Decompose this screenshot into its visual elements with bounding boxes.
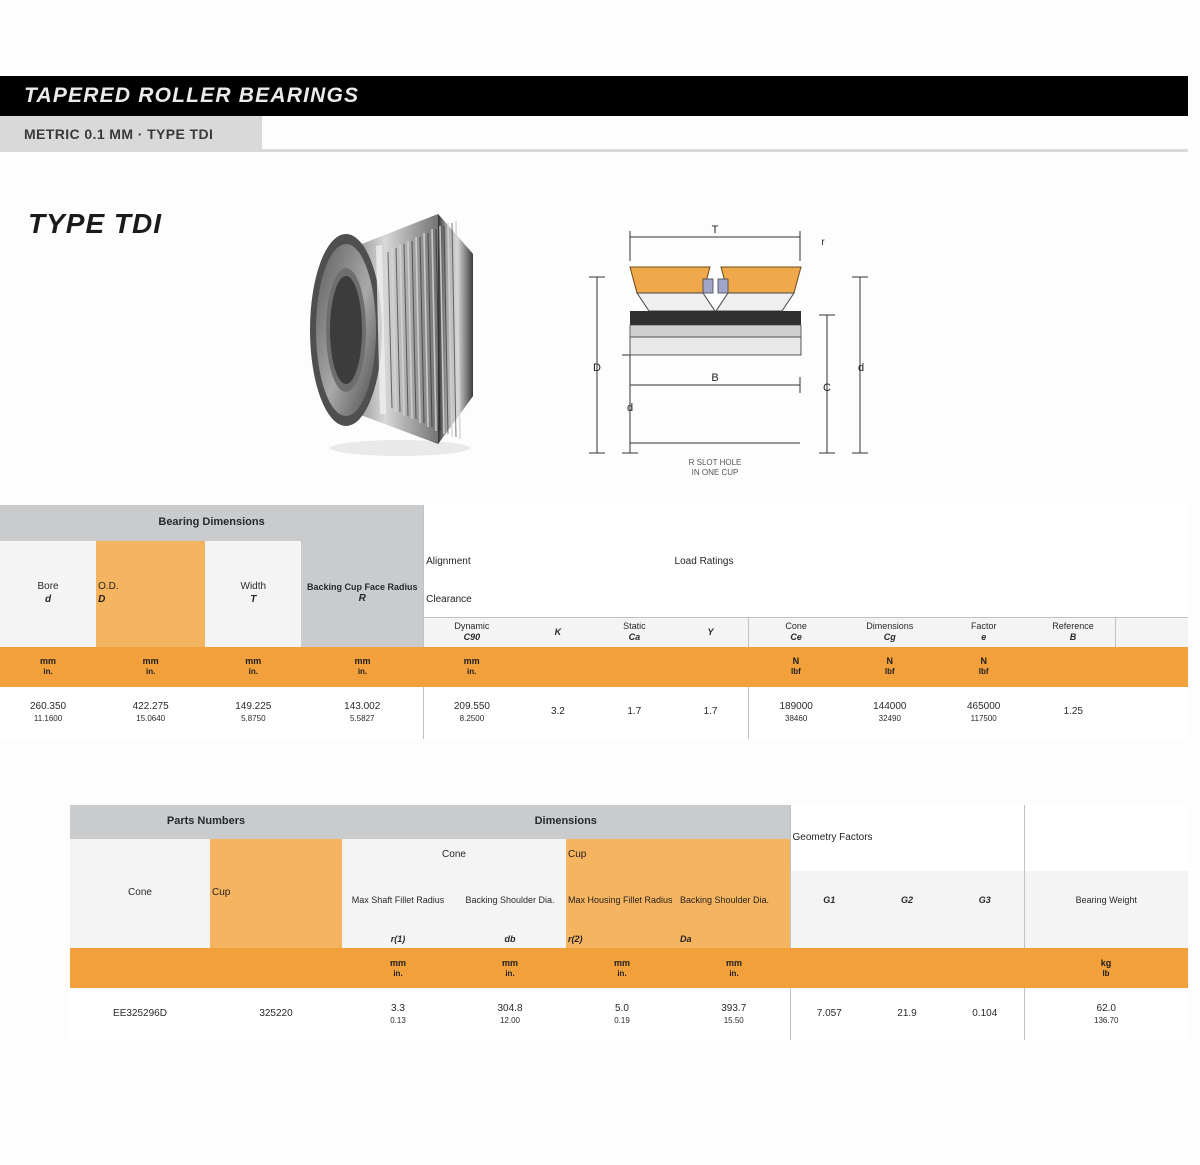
col-dynamic-group: Dynamic xyxy=(454,621,490,631)
unit-0-top: mm xyxy=(40,655,57,666)
col-static-symbol: Ca xyxy=(628,632,641,643)
unit-1-bottom: in. xyxy=(146,667,156,677)
page-subtitle: METRIC 0.1 MM · TYPE TDI xyxy=(24,126,214,142)
unit-12 xyxy=(1116,647,1188,687)
col-width-label: Width xyxy=(240,581,267,593)
unit2-3-top: mm xyxy=(501,957,518,968)
sym-housing-fillet: r(2) xyxy=(566,931,678,948)
subheader-rule xyxy=(262,149,1188,152)
col-housing-fillet xyxy=(566,871,678,931)
bearing-cross-section-diagram xyxy=(575,215,905,485)
schematic-note-2: IN ONE CUP xyxy=(691,468,739,477)
col-y-symbol: Y xyxy=(707,626,714,637)
cell-bore xyxy=(0,687,96,739)
unit-8 xyxy=(749,647,843,687)
col-width-symbol: T xyxy=(250,593,257,605)
col-shaft-fillet xyxy=(342,871,454,931)
subgroup-cone: Cone xyxy=(342,839,566,871)
cell-shaft-fillet-in: 0.13 xyxy=(390,1015,406,1025)
unit2-2-bottom: in. xyxy=(393,968,403,978)
col-g2: G2 xyxy=(868,871,946,931)
cell-width-mm: 149.225 xyxy=(235,701,272,713)
cell-reference: 1.25 xyxy=(1031,687,1116,739)
unit2-9-bottom: lb xyxy=(1102,968,1110,978)
col-cup-part-label: Cup xyxy=(212,887,231,899)
col-cone-part-label: Cone xyxy=(128,887,152,899)
unit-7 xyxy=(673,647,749,687)
cell-od-mm: 422.275 xyxy=(132,701,169,713)
dim-label-d2: d xyxy=(857,362,865,374)
group-alignment: Alignment xyxy=(424,541,673,583)
col-od-symbol: D xyxy=(98,593,106,605)
col-bore-symbol: d xyxy=(44,593,52,605)
dim-label-T: T xyxy=(711,224,719,236)
cell-trailing xyxy=(1116,687,1188,739)
col-y xyxy=(673,618,749,647)
cell-od-in: 15.0640 xyxy=(136,713,166,723)
col-k-symbol: K xyxy=(554,626,562,637)
cell-bore-in: 11.1600 xyxy=(33,713,63,723)
table-row xyxy=(70,805,1188,839)
col-backing-radius-label: Backing Cup Face Radius xyxy=(306,581,418,592)
cell-c90-in: 8.2500 xyxy=(459,713,485,723)
dim-label-r: r xyxy=(821,237,825,248)
unit-3-top: mm xyxy=(354,655,371,666)
col-cup-cg-symbol: Cg xyxy=(883,632,896,643)
unit2-3 xyxy=(454,948,566,988)
unit2-9 xyxy=(1024,948,1188,988)
col-shaft-fillet-label: Max Shaft Fillet Radius xyxy=(351,895,445,906)
col-dynamic-cup xyxy=(424,618,520,647)
cell-g1: 7.057 xyxy=(790,988,868,1040)
unit-4 xyxy=(424,647,520,687)
cell-ce xyxy=(749,687,843,739)
unit-10-top: N xyxy=(980,655,987,666)
cell-width xyxy=(205,687,301,739)
col-reference-group: Reference xyxy=(1052,621,1094,631)
col-static-group: Static xyxy=(623,621,646,631)
cell-housing-fillet-in: 0.19 xyxy=(614,1015,630,1025)
group-right-spacer xyxy=(843,541,1188,583)
cell-cg-n: 144000 xyxy=(873,701,907,713)
dim-label-B: B xyxy=(711,372,719,384)
unit2-6 xyxy=(790,948,868,988)
dim-label-d1: d xyxy=(626,402,634,414)
col-backing-shoulder-cup xyxy=(678,871,790,931)
cell-bsc-mm: 304.8 xyxy=(497,1003,523,1014)
sym-shaft-fillet: r(1) xyxy=(342,931,454,948)
unit-1-top: mm xyxy=(142,655,159,666)
col-k xyxy=(520,618,596,647)
unit2-0 xyxy=(70,948,210,988)
col-cone-part xyxy=(70,839,210,948)
unit-9 xyxy=(843,647,937,687)
col-backing-shoulder-cone xyxy=(454,871,566,931)
unit2-9-top: kg xyxy=(1100,957,1112,968)
table-units-row xyxy=(70,948,1188,988)
sym-weight xyxy=(1024,931,1188,948)
unit2-3-bottom: in. xyxy=(505,968,515,978)
cell-backing-shoulder-cone xyxy=(454,988,566,1040)
dim-label-C: C xyxy=(823,382,831,394)
group-header-dimensions: Dimensions xyxy=(342,805,790,839)
unit-3-bottom: in. xyxy=(357,667,368,677)
table-units-row xyxy=(0,647,1188,687)
unit-9-top: N xyxy=(886,655,894,666)
cell-bsu-mm: 393.7 xyxy=(721,1003,747,1014)
cell-housing-fillet xyxy=(566,988,678,1040)
cell-c90 xyxy=(424,687,520,739)
cell-od xyxy=(96,687,205,739)
group-clearance: Clearance xyxy=(424,583,673,618)
unit2-4-top: mm xyxy=(613,957,630,968)
col-dynamic-symbol: C90 xyxy=(463,632,481,643)
group-header-spacer xyxy=(424,505,1188,541)
unit2-7 xyxy=(868,948,946,988)
cell-cone-part: EE325296D xyxy=(70,988,210,1040)
col-cup-cg-group: Dimensions xyxy=(866,621,914,631)
cell-backing-radius-mm: 143.002 xyxy=(344,701,381,713)
cell-weight-kg: 62.0 xyxy=(1096,1003,1116,1014)
unit-8-bottom: lbf xyxy=(791,667,801,677)
unit-4-bottom: in. xyxy=(466,667,477,677)
cell-ce-n: 189000 xyxy=(779,701,813,713)
col-housing-fillet-label: Max Housing Fillet Radius xyxy=(568,895,673,906)
unit2-5 xyxy=(678,948,790,988)
cell-bsc-in: 12.00 xyxy=(499,1015,521,1025)
col-cone-ce-symbol: Ce xyxy=(790,632,802,643)
cell-housing-fillet-mm: 5.0 xyxy=(615,1003,629,1014)
unit2-4 xyxy=(566,948,678,988)
bearing-photo xyxy=(288,196,503,466)
cell-g3: 0.104 xyxy=(946,988,1024,1040)
cell-factor-lbf: 117500 xyxy=(970,713,997,723)
unit-10 xyxy=(937,647,1031,687)
group-header-bearing-dimensions: Bearing Dimensions xyxy=(0,505,424,541)
sym-backing-shoulder-cup: Da xyxy=(678,931,790,948)
unit2-4-bottom: in. xyxy=(617,968,627,978)
unit-8-top: N xyxy=(792,655,800,666)
cell-k: 3.2 xyxy=(520,687,596,739)
col-g1: G1 xyxy=(790,871,868,931)
sym-g2 xyxy=(868,931,946,948)
unit2-8 xyxy=(946,948,1024,988)
unit2-5-bottom: in. xyxy=(729,968,739,978)
table-row xyxy=(0,687,1188,739)
group-load-ratings: Load Ratings xyxy=(673,541,843,583)
bearing-dimensions-table xyxy=(0,505,1188,739)
unit-0-bottom: in. xyxy=(43,667,53,677)
col-cup-cg xyxy=(843,618,937,647)
schematic-note-1: R SLOT HOLE xyxy=(688,458,742,467)
col-cone-ce xyxy=(749,618,843,647)
unit-2-bottom: in. xyxy=(248,667,258,677)
cell-y: 1.7 xyxy=(673,687,749,739)
unit-1 xyxy=(96,647,205,687)
cell-ce-lbf: 38460 xyxy=(785,713,808,723)
col-backing-shoulder-cone-label: Backing Shoulder Dia. xyxy=(465,895,555,906)
table-row xyxy=(0,505,1188,541)
cell-backing-radius-in: 5.5827 xyxy=(350,713,375,723)
unit-2 xyxy=(205,647,301,687)
cell-backing-shoulder-cup xyxy=(678,988,790,1040)
unit-4-top: mm xyxy=(463,655,480,666)
group-header-part-numbers: Parts Numbers xyxy=(70,805,342,839)
cell-shaft-fillet-mm: 3.3 xyxy=(391,1003,405,1014)
unit-0 xyxy=(0,647,96,687)
col-cone-ce-label: Cone xyxy=(785,621,807,631)
col-bore-label: Bore xyxy=(37,581,59,593)
table-row xyxy=(70,988,1188,1040)
cell-backing-radius xyxy=(301,687,423,739)
cell-cup-part: 325220 xyxy=(210,988,342,1040)
page-subheader-bar xyxy=(0,116,262,152)
cell-c90-mm: 209.550 xyxy=(453,701,490,713)
col-od-label: O.D. xyxy=(98,581,119,593)
part-numbers-table xyxy=(70,805,1188,1040)
unit-10-bottom: lbf xyxy=(978,667,989,677)
cell-bore-mm: 260.350 xyxy=(29,701,67,713)
col-backing-radius xyxy=(301,541,423,647)
unit2-2-top: mm xyxy=(389,957,406,968)
col-static-ca xyxy=(596,618,672,647)
group-header-spacer-2 xyxy=(1024,805,1188,871)
cell-g2: 21.9 xyxy=(868,988,946,1040)
col-reference-b xyxy=(1031,618,1116,647)
col-cup-part xyxy=(210,839,342,948)
col-backing-radius-symbol: R xyxy=(358,593,366,605)
cell-cg xyxy=(843,687,937,739)
col-factor-e-symbol: e xyxy=(981,632,987,643)
cell-width-in: 5.8750 xyxy=(241,713,266,723)
col-bearing-weight: Bearing Weight xyxy=(1024,871,1188,931)
unit2-1 xyxy=(210,948,342,988)
cell-factor-n: 465000 xyxy=(967,701,1001,713)
table-row xyxy=(0,541,1188,583)
unit-6 xyxy=(596,647,672,687)
col-width xyxy=(205,541,301,647)
unit-11 xyxy=(1031,647,1116,687)
unit2-5-top: mm xyxy=(725,957,742,968)
group-header-geometry: Geometry Factors xyxy=(790,805,1024,871)
col-od xyxy=(96,541,205,647)
col-factor-e-label: Factor xyxy=(970,621,997,631)
col-backing-shoulder-cup-label: Backing Shoulder Dia. xyxy=(680,895,770,906)
bearing-type-label: TYPE TDI xyxy=(28,208,163,239)
page-title: TAPERED ROLLER BEARINGS xyxy=(24,84,360,107)
cell-shaft-fillet xyxy=(342,988,454,1040)
sym-g1 xyxy=(790,931,868,948)
col-reference-symbol: B xyxy=(1069,632,1077,643)
subgroup-cup: Cup xyxy=(566,839,790,871)
cell-cg-lbf: 32490 xyxy=(878,713,901,723)
page-header-bar xyxy=(0,76,1188,116)
col-bore xyxy=(0,541,96,647)
cell-factor xyxy=(937,687,1031,739)
col-trailing xyxy=(1116,618,1188,647)
col-g3: G3 xyxy=(946,871,1024,931)
unit-2-top: mm xyxy=(245,655,262,666)
cell-bsu-in: 15.50 xyxy=(723,1015,744,1025)
cell-weight-lb: 136.70 xyxy=(1094,1015,1119,1025)
col-factor-e xyxy=(937,618,1031,647)
cell-ca: 1.7 xyxy=(596,687,672,739)
group-right-spacer-2 xyxy=(673,583,1188,618)
unit-3 xyxy=(301,647,423,687)
cell-weight xyxy=(1024,988,1188,1040)
sym-g3 xyxy=(946,931,1024,948)
sym-backing-shoulder-cone: db xyxy=(454,931,566,948)
unit2-2 xyxy=(342,948,454,988)
unit-5 xyxy=(520,647,596,687)
dim-label-D: D xyxy=(593,362,601,374)
unit-9-bottom: lbf xyxy=(884,667,895,677)
